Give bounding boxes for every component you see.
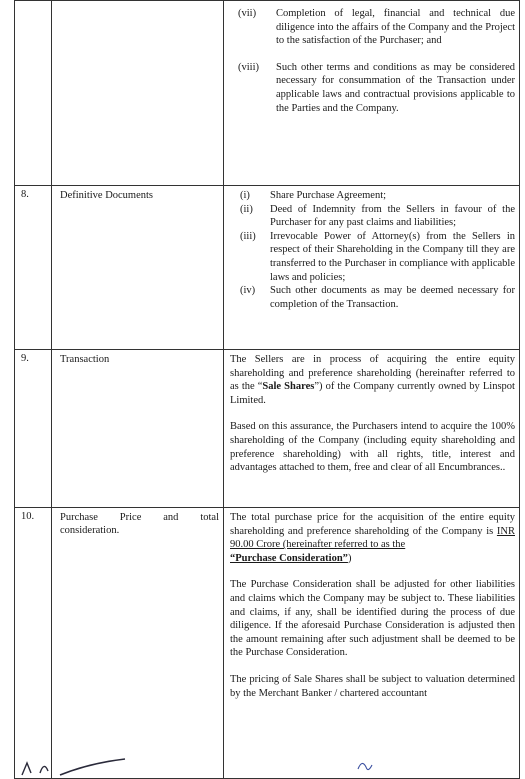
item-label: (i) xyxy=(240,190,250,201)
paragraph: Based on this assurance, the Purchasers intend to acquire the 100% shareholding of the Company (including equity shareholding and preference shareholding) with all rights, title, interest and advantages attached to them, free and clear of all Encumbrances.. xyxy=(230,421,515,474)
list-item xyxy=(240,189,515,203)
text-span: The total purchase price for the acquisition of the entire equity shareholding and preference shareholding of the Company is xyxy=(230,512,515,537)
row-heading-cell: Transaction xyxy=(52,350,224,508)
list-item xyxy=(238,7,515,48)
list-item xyxy=(240,203,515,230)
row-number-cell: 10. xyxy=(15,508,52,779)
row-body-cell xyxy=(224,186,520,350)
list-item xyxy=(240,284,515,311)
item-text: Share Purchase Agreement; xyxy=(270,190,387,201)
table-row xyxy=(15,350,520,508)
table-row xyxy=(15,1,520,186)
row-heading-cell xyxy=(52,1,224,186)
paragraph xyxy=(224,353,519,407)
item-label: (iv) xyxy=(240,285,256,297)
paragraph: The pricing of Sale Shares shall be subject to valuation determined by the Merchant Banker / chartered accountant xyxy=(230,673,515,699)
row-body-cell xyxy=(224,350,520,508)
item-label: (iii) xyxy=(240,230,256,242)
row-heading-cell: Definitive Documents xyxy=(52,186,224,350)
defined-term: Sale Shares xyxy=(262,381,315,393)
list-item xyxy=(240,230,515,284)
item-text: Deed of Indemnity from the Sellers in favour of the Purchaser for any past claims and liabilities; xyxy=(270,203,515,229)
price-underlined: INR 90.00 Crore (hereinafter referred to as the xyxy=(230,525,515,551)
item-text: Such other documents as may be deemed necessary for completion of the Transaction. xyxy=(270,285,515,310)
table-row xyxy=(15,508,520,779)
handwritten-signature xyxy=(0,755,525,778)
term-sheet-table xyxy=(14,0,520,779)
row-number-cell: 8. xyxy=(15,186,52,350)
item-label: (vii) xyxy=(238,8,257,19)
row-number-cell xyxy=(15,1,52,186)
item-label: (ii) xyxy=(240,203,253,215)
item-text: Irrevocable Power of Attorney(s) from the Sellers in respect of their Shareholding in the Company till they are transferred to the Purchaser in compliance with applicable laws and policies; xyxy=(270,230,515,283)
row-body-cell xyxy=(224,1,520,186)
item-text: Completion of legal, financial and technical due diligence into the affairs of the Company and the Project to the satisfaction of the Purchaser; and xyxy=(276,8,515,47)
text-span: ”) of the Company currently owned by Linspot Limited. xyxy=(230,381,515,406)
item-label: (viii) xyxy=(238,61,259,73)
text-span: ) xyxy=(347,552,352,564)
paragraph: The Purchase Consideration shall be adjusted for other liabilities and claims which the Company may be subject to. These liabilities and claims, if any, shall be identified during the process of due diligence. If the aforesaid Purchase Consideration is adjusted then the amount remaining after such adjustment shall be deemed to be the Purchase Consideration. xyxy=(230,579,515,659)
defined-term: “Purchase Consideration” xyxy=(230,552,348,564)
paragraph xyxy=(224,511,519,565)
row-number-cell: 9. xyxy=(15,350,52,508)
row-heading-cell: Purchase Price and total consideration. xyxy=(52,508,224,779)
row-body-cell xyxy=(224,508,520,779)
list-item xyxy=(238,61,515,115)
text-span: The Sellers are in process of acquiring the entire equity shareholding and preference shareholding (hereinafter referred to as the “ xyxy=(230,354,515,393)
item-text: Such other terms and conditions as may be considered necessary for consummation of the Transaction under applicable laws and contractual provisions applicable to the Parties and the Company. xyxy=(276,61,515,114)
table-row xyxy=(15,186,520,350)
